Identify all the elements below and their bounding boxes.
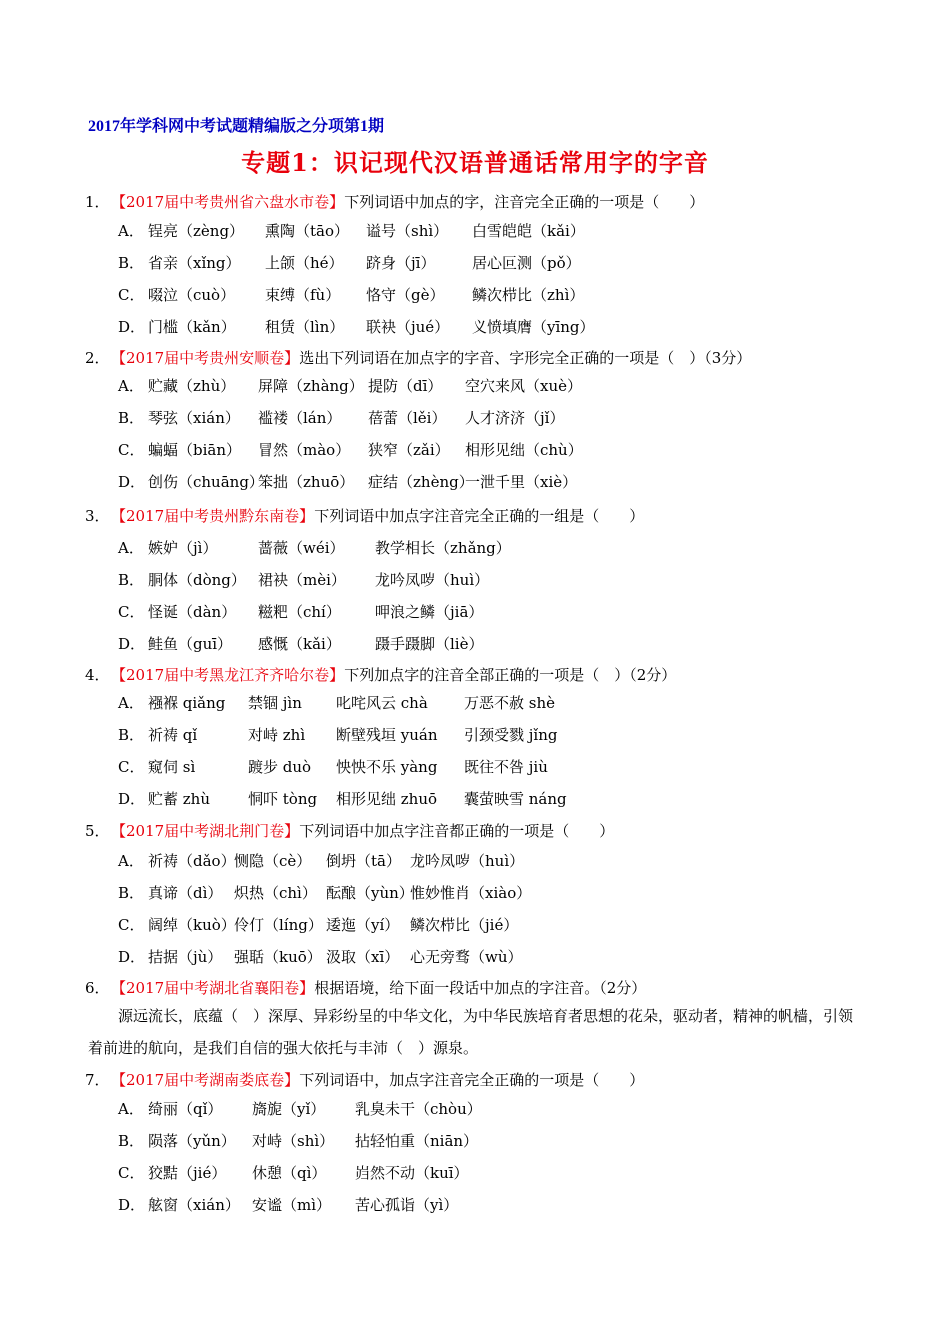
question-text: 下列词语中加点的字，注音完全正确的一项是（ ）: [344, 193, 705, 211]
option-item: 冒然（mào）: [258, 441, 351, 459]
option-key: C．: [118, 441, 145, 459]
option-item: 屏障（zhàng）: [258, 377, 364, 395]
option-item: 呷浪之鳞（jiā）: [375, 603, 484, 621]
option-item: 提防（dī）: [368, 377, 443, 395]
option-item: 义愤填膺（yīng）: [472, 318, 595, 336]
option-item: 万恶不赦 shè: [464, 694, 556, 712]
question-text: 下列词语中加点字注音完全正确的一组是（ ）: [314, 507, 645, 525]
option-item: 相形见绌 zhuō: [336, 790, 438, 808]
question-paragraph: 源远流长，底蕴（ ）深厚、异彩纷呈的中华文化，为中华民族培育者思想的花朵，驱动者，精神的帆樯，引领着前进的航向，是我们自信的强大依托与丰沛（ ）源泉。: [88, 1007, 854, 1057]
option-item: 鲑鱼（guī）: [148, 635, 233, 653]
option-key: D．: [118, 473, 146, 491]
option-item: 鳞次栉比（zhì）: [472, 286, 585, 304]
option-item: 断壁残垣 yuán: [336, 726, 438, 744]
option-key: C．: [118, 286, 145, 304]
option-item: 引颈受戮 jǐng: [464, 726, 558, 744]
option-item: 上颌（hé）: [265, 254, 344, 272]
option-item: 陨落（yǔn）: [148, 1132, 236, 1150]
question-stem: [85, 192, 704, 212]
option-item: 一泄千里（xiè）: [465, 473, 578, 491]
option-item: 狡黠（jié）: [148, 1164, 227, 1182]
option-item: 心无旁骛（wù）: [410, 948, 523, 966]
option-item: 嫉妒（jì）: [148, 539, 218, 557]
option-item: 舷窗（xián）: [148, 1196, 240, 1214]
option-item: 囊萤映雪 náng: [464, 790, 567, 808]
option-item: 锃亮（zèng）: [148, 222, 245, 240]
option-item: 祈祷（dǎo）: [148, 852, 236, 870]
question-stem: [85, 348, 751, 368]
option-item: 居心叵测（pǒ）: [472, 254, 581, 272]
option-key: B．: [118, 571, 145, 589]
question-text: 根据语境，给下面一段话中加点的字注音。（2分）: [314, 979, 647, 997]
question-number: 5．: [85, 822, 110, 840]
option-item: 胴体（dòng）: [148, 571, 246, 589]
option-item: 倒坍（tā）: [326, 852, 401, 870]
option-item: 琴弦（xián）: [148, 409, 240, 427]
question-number: 7．: [85, 1071, 110, 1089]
option-item: 啜泣（cuò）: [148, 286, 236, 304]
question-source: 【2017届中考贵州黔东南卷】: [111, 507, 315, 525]
option-key: A．: [118, 539, 144, 557]
question-number: 2．: [85, 349, 110, 367]
option-item: 岿然不动（kuī）: [355, 1164, 469, 1182]
option-key: B．: [118, 726, 145, 744]
question-number: 1．: [85, 193, 110, 211]
option-item: 踱步 duò: [248, 758, 312, 776]
option-item: 蓓蕾（lěi）: [368, 409, 447, 427]
option-item: 旖旎（yǐ）: [252, 1100, 326, 1118]
question-source: 【2017届中考湖南娄底卷】: [111, 1071, 300, 1089]
option-key: D．: [118, 790, 146, 808]
question-text: 下列词语中加点字注音都正确的一项是（ ）: [299, 822, 615, 840]
option-key: C．: [118, 916, 145, 934]
option-item: 绮丽（qǐ）: [148, 1100, 223, 1118]
option-item: 拮据（jù）: [148, 948, 223, 966]
option-item: 症结（zhèng）: [368, 473, 474, 491]
option-item: 休憩（qì）: [252, 1164, 327, 1182]
option-item: 苦心孤诣（yì）: [355, 1196, 459, 1214]
question-text: 下列词语中，加点字注音完全正确的一项是（ ）: [299, 1071, 645, 1089]
option-key: A．: [118, 222, 144, 240]
option-item: 谥号（shì）: [366, 222, 449, 240]
option-key: B．: [118, 409, 145, 427]
option-item: 裙袂（mèi）: [258, 571, 346, 589]
option-item: 笨拙（zhuō）: [258, 473, 355, 491]
option-item: 熏陶（tāo）: [265, 222, 350, 240]
option-item: 束缚（fù）: [265, 286, 341, 304]
option-item: 恻隐（cè）: [234, 852, 312, 870]
option-item: 跻身（jī）: [366, 254, 436, 272]
option-key: B．: [118, 1132, 145, 1150]
option-item: 怏怏不乐 yàng: [336, 758, 438, 776]
option-item: 恪守（gè）: [366, 286, 445, 304]
option-key: C．: [118, 758, 145, 776]
option-item: 恫吓 tòng: [248, 790, 318, 808]
option-item: 相形见绌（chù）: [465, 441, 583, 459]
option-key: A．: [118, 1100, 144, 1118]
question-source: 【2017届中考湖北省襄阳卷】: [111, 979, 315, 997]
option-item: 空穴来风（xuè）: [465, 377, 582, 395]
question-stem: [85, 665, 676, 685]
option-item: 蔷薇（wéi）: [258, 539, 345, 557]
option-item: 龙吟凤哕（huì）: [410, 852, 525, 870]
option-item: 龙吟凤哕（huì）: [375, 571, 490, 589]
option-item: 襁褓 qiǎng: [148, 694, 226, 712]
option-item: 贮藏（zhù）: [148, 377, 236, 395]
option-item: 狭窄（zǎi）: [368, 441, 450, 459]
question-stem: [85, 1070, 644, 1090]
option-item: 汲取（xī）: [326, 948, 400, 966]
question-source: 【2017届中考黑龙江齐齐哈尔卷】: [111, 666, 345, 684]
option-item: 禁锢 jìn: [248, 694, 302, 712]
option-item: 伶仃（líng）: [234, 916, 323, 934]
option-item: 感慨（kǎi）: [258, 635, 341, 653]
option-item: 真谛（dì）: [148, 884, 223, 902]
question-stem: [85, 821, 614, 841]
option-item: 蝙蝠（biān）: [148, 441, 242, 459]
option-key: D．: [118, 318, 146, 336]
question-text: 选出下列词语在加点字的字音、字形完全正确的一项是（ ）（3分）: [299, 349, 752, 367]
option-item: 强聒（kuō）: [234, 948, 322, 966]
option-item: 乳臭未干（chòu）: [355, 1100, 482, 1118]
option-item: 教学相长（zhǎng）: [375, 539, 511, 557]
option-item: 怪诞（dàn）: [148, 603, 237, 621]
option-item: 惟妙惟肖（xiào）: [410, 884, 532, 902]
question-number: 6．: [85, 979, 110, 997]
option-key: C．: [118, 1164, 145, 1182]
option-item: 叱咤风云 chà: [336, 694, 428, 712]
series-heading: 2017年学科网中考试题精编版之分项第1期: [88, 118, 385, 135]
option-item: 逶迤（yí）: [326, 916, 400, 934]
option-item: 拈轻怕重（niān）: [355, 1132, 479, 1150]
option-item: 联袂（jué）: [366, 318, 450, 336]
option-item: 门槛（kǎn）: [148, 318, 236, 336]
option-item: 省亲（xǐng）: [148, 254, 241, 272]
option-item: 贮蓄 zhù: [148, 790, 210, 808]
page-title: 专题1：识记现代汉语普通话常用字的字音: [241, 148, 709, 177]
option-item: 窥伺 sì: [148, 758, 196, 776]
option-item: 人才济济（jǐ）: [465, 409, 565, 427]
question-number: 3．: [85, 507, 110, 525]
option-item: 炽热（chì）: [234, 884, 317, 902]
option-key: B．: [118, 254, 145, 272]
option-item: 褴褛（lán）: [258, 409, 342, 427]
option-item: 既往不咎 jiù: [464, 758, 548, 776]
question-source: 【2017届中考贵州安顺卷】: [111, 349, 300, 367]
option-item: 蹑手蹑脚（liè）: [375, 635, 484, 653]
option-item: 鳞次栉比（jié）: [410, 916, 519, 934]
option-key: D．: [118, 948, 146, 966]
option-key: A．: [118, 694, 144, 712]
question-stem: [85, 506, 644, 526]
question-stem: [85, 978, 646, 998]
question-text: 下列加点字的注音全部正确的一项是（ ）（2分）: [344, 666, 677, 684]
option-item: 白雪皑皑（kǎi）: [472, 222, 585, 240]
option-item: 祈祷 qǐ: [148, 726, 198, 744]
option-key: D．: [118, 635, 146, 653]
option-item: 租赁（lìn）: [265, 318, 345, 336]
option-key: B．: [118, 884, 145, 902]
question-source: 【2017届中考贵州省六盘水市卷】: [111, 193, 345, 211]
option-key: C．: [118, 603, 145, 621]
option-item: 阔绰（kuò）: [148, 916, 236, 934]
option-item: 对峙（shì）: [252, 1132, 335, 1150]
option-item: 对峙 zhì: [248, 726, 306, 744]
option-key: A．: [118, 377, 144, 395]
option-item: 安谧（mì）: [252, 1196, 332, 1214]
option-key: A．: [118, 852, 144, 870]
option-item: 创伤（chuāng）: [148, 473, 264, 491]
question-number: 4．: [85, 666, 110, 684]
option-key: D．: [118, 1196, 146, 1214]
option-item: 糍粑（chí）: [258, 603, 341, 621]
question-source: 【2017届中考湖北荆门卷】: [111, 822, 300, 840]
option-item: 酝酿（yùn）: [326, 884, 414, 902]
